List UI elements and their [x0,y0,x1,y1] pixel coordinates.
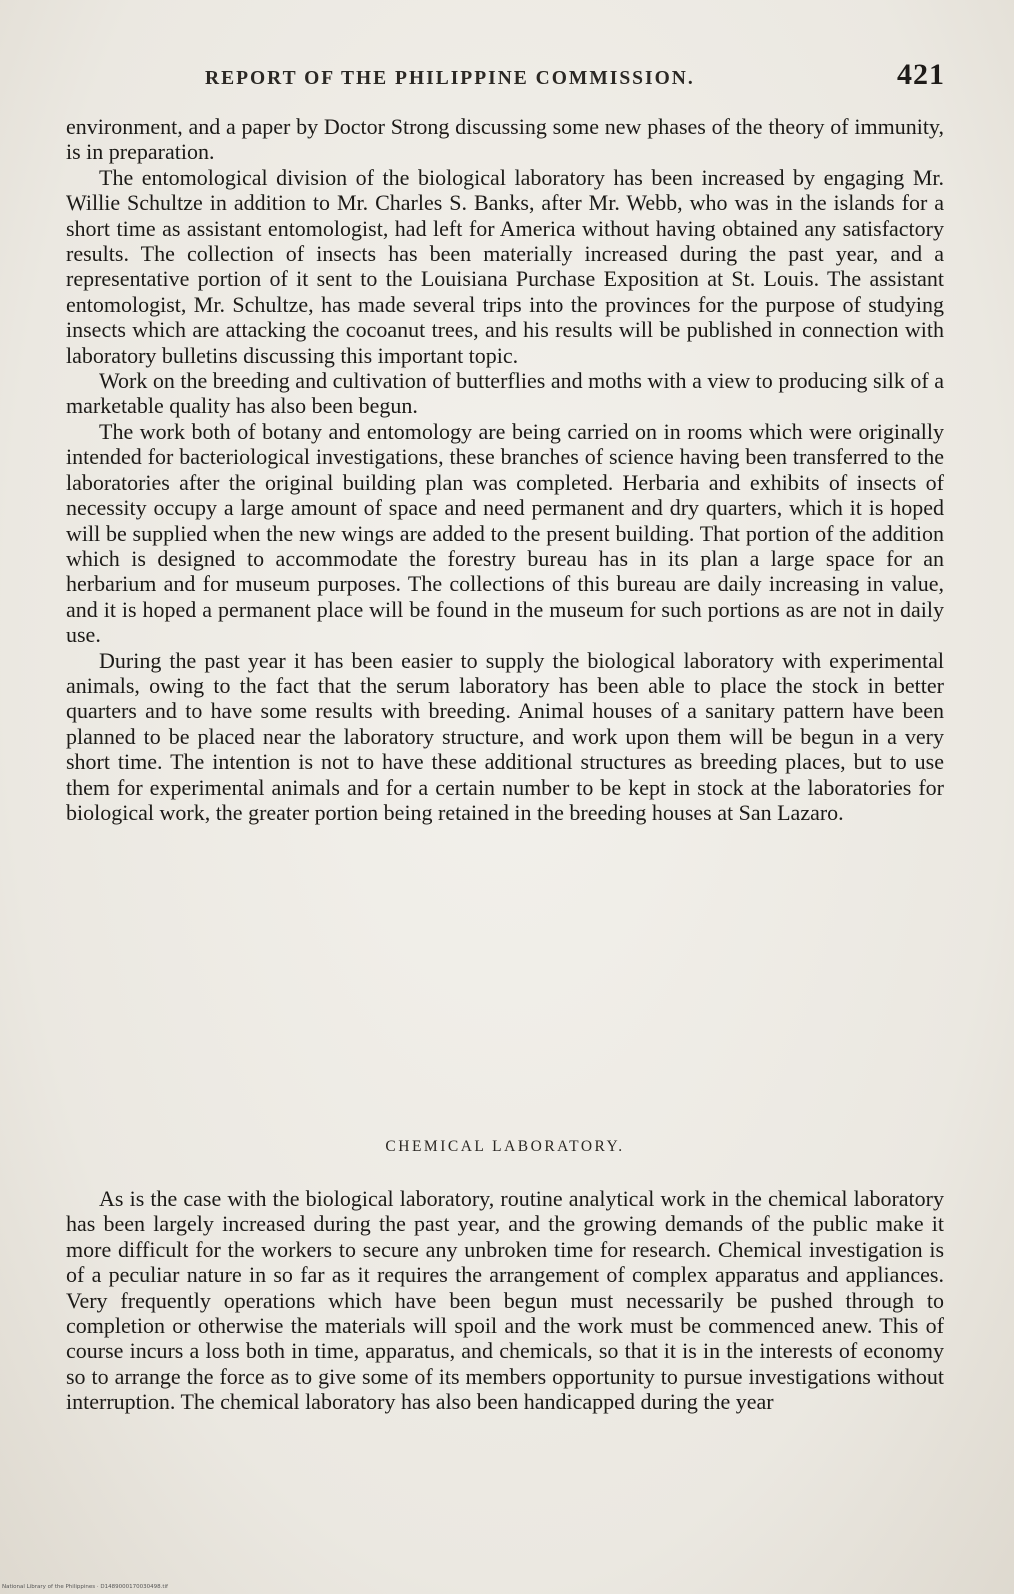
section-body-text [66,1186,944,1415]
page-number: 421 [897,58,945,91]
running-header [205,58,945,98]
paragraph: environment, and a paper by Doctor Strong discussing some new phases of the theory of immunity, is in preparation. [66,114,944,165]
scan-credit: National Library of the Philippines · D1489000170030498.tif [2,1584,168,1590]
section-heading: CHEMICAL LABORATORY. [385,1138,625,1155]
paragraph: During the past year it has been easier to supply the biological laboratory with experimental animals, owing to the fact that the serum laboratory has been able to place the stock in better quarters and to have some results with breeding. Animal houses of a sanitary pattern have been planned to be placed near the laboratory structure, and work upon them will be begun in a very short time. The intention is not to have these additional structures as breeding places, but to use them for experimental animals and for a certain number to be kept in stock at the laboratories for biological work, the greater portion being retained in the breeding houses at San Lazaro. [66,647,944,825]
paragraph: The entomological division of the biological laboratory has been increased by engaging Mr. Willie Schultze in addition to Mr. Charles S. Banks, after Mr. Webb, who was in the islands for a short time as assistant entomologist, had left for America without having obtained any satisfactory results. The collection of insects has been materially increased during the past year, and a representative portion of it sent to the Louisiana Purchase Exposition at St. Louis. The assistant entomologist, Mr. Schultze, has made several trips into the provinces for the purpose of studying insects which are attacking the cocoanut trees, and his results will be published in connection with laboratory bulletins discussing this important topic. [66,164,944,368]
header-title: REPORT OF THE PHILIPPINE COMMISSION. [205,68,695,89]
paragraph: Work on the breeding and cultivation of butterflies and moths with a view to producing silk of a marketable quality has also been begun. [66,368,944,419]
paragraph: As is the case with the biological laboratory, routine analytical work in the chemical laboratory has been largely increased during the past year, and the growing demands of the public make it more difficult for the workers to secure any unbroken time for research. Chemical investigation is of a peculiar nature in so far as it requires the arrangement of complex apparatus and appliances. Very frequently operations which have been begun must necessarily be pushed through to completion or otherwise the materials will spoil and the work must be commenced anew. This of course incurs a loss both in time, apparatus, and chemicals, so that it is in the interests of economy so to arrange the force as to give some of its members opportunity to pursue investigations without interruption. The chemical laboratory has also been handicapped during the year [66,1186,944,1415]
paragraph: The work both of botany and entomology are being carried on in rooms which were originally intended for bacteriological investigations, these branches of science having been transferred to the laboratories after the original building plan was completed. Herbaria and exhibits of insects of necessity occupy a large amount of space and need permanent and dry quarters, which it is hoped will be supplied when the new wings are added to the present building. That portion of the addition which is designed to accommodate the forestry bureau has in its plan a large space for an herbarium and for museum purposes. The collections of this bureau are daily increasing in value, and it is hoped a permanent place will be found in the museum for such portions as are not in daily use. [66,418,944,648]
body-text [66,114,944,825]
